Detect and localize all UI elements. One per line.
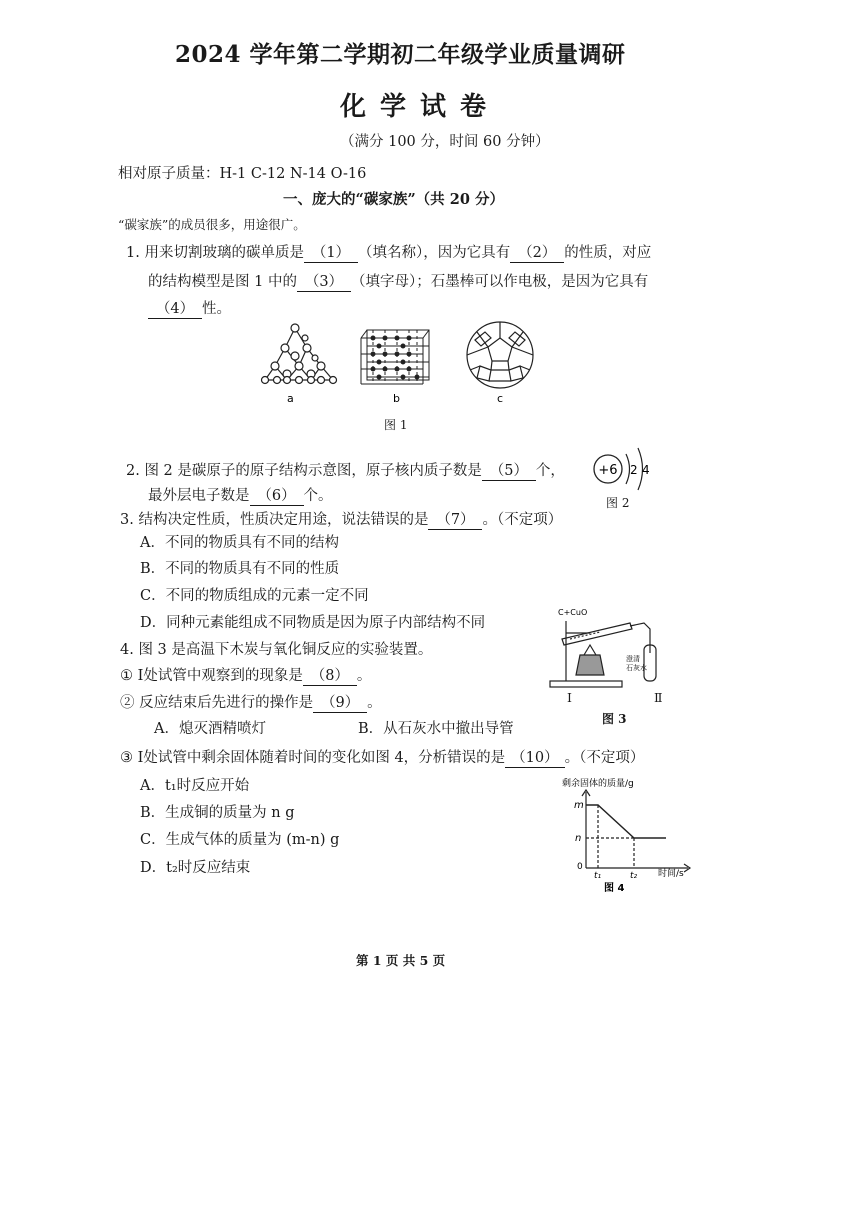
fig4-m: m [574, 800, 584, 811]
q3-text: 3. 结构决定性质，性质决定用途，说法错误的是 [120, 512, 429, 528]
fig4-caption: 图 4 [604, 883, 625, 894]
q3-option-d[interactable]: D．同种元素能组成不同物质是因为原子内部结构不同 [140, 615, 486, 631]
q2-line1 [126, 459, 565, 481]
q2-text: 最外层电子数是 [148, 488, 250, 504]
q2-line2 [148, 484, 333, 506]
q4-sub2-option-a[interactable]: A．熄灭酒精喷灯 [154, 721, 266, 737]
q4-text: ② 反应结束后先进行的操作是 [120, 695, 314, 711]
figure-3-apparatus [540, 603, 700, 695]
q4-sub3 [120, 746, 644, 768]
q1-line3 [148, 297, 231, 319]
q4-sub3-option-b[interactable]: B．生成铜的质量为 n g [140, 805, 295, 821]
q3-option-c[interactable]: C．不同的物质组成的元素一定不同 [140, 588, 369, 604]
blank-10[interactable]: （10） [505, 746, 564, 768]
q4-sub2-option-b[interactable]: B．从石灰水中撤出导管 [358, 721, 514, 737]
fig3-limewater-2: 石灰水 [626, 664, 647, 672]
fig4-t1: t₁ [594, 871, 602, 881]
q1-text: 1. 用来切割玻璃的碳单质是 [126, 245, 304, 261]
q2-text: 个。 [303, 488, 333, 504]
fig1-caption: 图 1 [384, 418, 408, 432]
q4-text: 。 [356, 668, 372, 684]
q4-text: 。（不定项） [564, 750, 645, 766]
fig3-caption: 图 3 [602, 712, 627, 726]
atomic-mass: 相对原子质量：H-1 C-12 N-14 O-16 [118, 166, 367, 182]
q1-line2 [148, 270, 648, 292]
fig3-reactants: C+CuO [558, 608, 588, 617]
fig2-caption: 图 2 [606, 496, 630, 510]
section-heading: 一、庞大的“碳家族”（共 20 分） [283, 191, 504, 208]
q3-text: 。（不定项） [482, 512, 563, 528]
blank-8[interactable]: （8） [303, 664, 357, 686]
fig3-label-I: Ⅰ [567, 690, 572, 705]
q4-sub3-option-c[interactable]: C．生成气体的质量为 (m-n) g [140, 832, 340, 848]
blank-1[interactable]: （1） [304, 241, 358, 263]
fig3-limewater-1: 澄清 [626, 655, 640, 663]
fig1-label-b: b [393, 392, 400, 405]
shell2-count: 4 [642, 463, 650, 477]
fig1-label-a: a [287, 392, 294, 405]
blank-4[interactable]: （4） [148, 297, 202, 319]
blank-9[interactable]: （9） [313, 691, 367, 713]
q1-text: 的性质，对应 [564, 245, 652, 261]
page-number: 第 1 页 共 5 页 [356, 953, 446, 968]
q4-text: ③ Ⅰ处试管中剩余固体随着时间的变化如图 4，分析错误的是 [120, 750, 506, 766]
alcohol-lamp-icon [576, 655, 604, 675]
q4-text: ① Ⅰ处试管中观察到的现象是 [120, 668, 303, 684]
q4-stem: 4. 图 3 是高温下木炭与氧化铜反应的实验装置。 [120, 642, 433, 658]
q2-text: 个， [535, 463, 565, 479]
q1-text: 的结构模型是图 1 中的 [148, 274, 297, 290]
fig1-label-c: c [497, 392, 504, 405]
nucleus-charge: +6 [598, 463, 618, 478]
exam-note: （满分 100 分，时间 60 分钟） [340, 134, 550, 150]
test-tube-icon [562, 623, 632, 645]
q2-text: 2. 图 2 是碳原子的原子结构示意图，原子核内质子数是 [126, 463, 482, 479]
q4-sub1 [120, 664, 371, 686]
q3-option-b[interactable]: B．不同的物质具有不同的性质 [140, 561, 340, 577]
q4-sub3-option-d[interactable]: D．t₂时反应结束 [140, 860, 251, 876]
exam-subtitle: 化学试卷 [340, 92, 501, 122]
exam-title: 2024 学年第二学期初二年级学业质量调研 [175, 41, 626, 68]
q4-sub3-option-a[interactable]: A．t₁时反应开始 [140, 778, 250, 794]
figure-1-structures [255, 318, 545, 408]
diamond-structure-icon [262, 324, 337, 384]
q1-line1 [126, 241, 651, 263]
fig4-t2: t₂ [630, 871, 638, 881]
blank-5[interactable]: （5） [482, 459, 536, 481]
fig3-label-II: Ⅱ [654, 690, 663, 705]
q3-option-a[interactable]: A．不同的物质具有不同的结构 [140, 535, 339, 551]
delivery-tube-icon [630, 623, 650, 653]
blank-3[interactable]: （3） [297, 270, 351, 292]
fig4-xlabel: 时间/s [658, 869, 684, 879]
figure-2-atom [586, 444, 666, 494]
fig4-n: n [575, 833, 582, 844]
electron-shell-1-icon [626, 454, 630, 484]
graphite-structure-icon [361, 330, 429, 384]
q1-text: 性。 [202, 301, 231, 317]
q3-stem [120, 508, 562, 530]
stand-base-icon [550, 681, 622, 687]
fig4-origin: 0 [577, 862, 583, 872]
figure-4-graph [556, 774, 706, 894]
blank-2[interactable]: （2） [510, 241, 564, 263]
q4-text: 。 [367, 695, 382, 711]
fig4-ylabel: 剩余固体的质量/g [562, 779, 634, 789]
q1-text: （填名称），因为它具有 [357, 245, 511, 261]
q4-sub2 [120, 691, 382, 713]
fullerene-structure-icon [467, 322, 533, 388]
blank-6[interactable]: （6） [250, 484, 304, 506]
q1-text: （填字母）；石墨棒可以作电极，是因为它具有 [350, 274, 649, 290]
blank-7[interactable]: （7） [428, 508, 482, 530]
section-intro: “碳家族”的成员很多，用途很广。 [118, 217, 306, 232]
shell1-count: 2 [630, 463, 638, 477]
